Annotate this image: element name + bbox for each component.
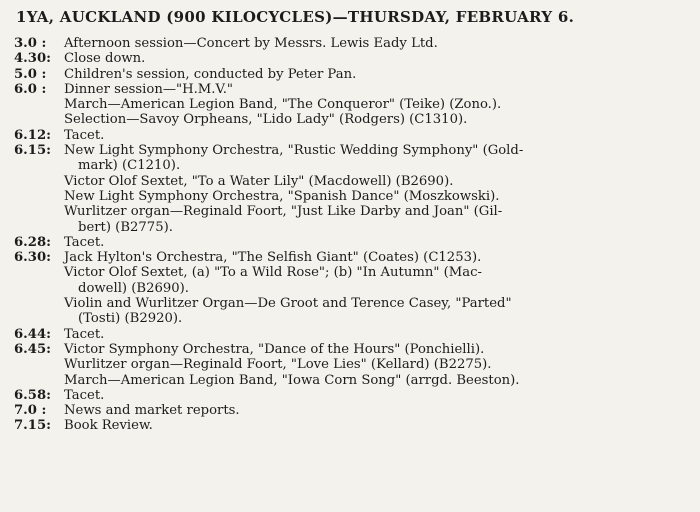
entry-time: 6.12:: [14, 127, 51, 143]
entry-time: 7.0 :: [14, 403, 47, 419]
entry-line: Tacet.: [64, 127, 105, 143]
entry-body: [64, 235, 690, 250]
entry-line: New Light Symphony Orchestra, "Spanish Dance" (Moszkowski).: [64, 188, 500, 204]
entry-line: Wurlitzer organ—Reginald Foort, "Love Lies" (Kellard) (B2275).: [64, 357, 492, 373]
entry-time: 3.0 :: [14, 36, 47, 51]
entry-line: bert) (B2775).: [78, 219, 173, 235]
entry-line: March—American Legion Band, "Iowa Corn Song" (arrgd. Beeston).: [64, 372, 520, 388]
entry-line: Dinner session—"H.M.V.": [64, 81, 233, 97]
programme-entry: [14, 403, 690, 418]
entry-line: Tacet.: [64, 326, 105, 342]
entry-line: Wurlitzer organ—Reginald Foort, "Just Like Darby and Joan" (Gil-: [64, 204, 503, 220]
programme-entry: [14, 388, 690, 403]
entry-body: [64, 342, 690, 388]
entry-body: [64, 128, 690, 143]
programme-entry: [14, 36, 690, 51]
entry-line: Children's session, conducted by Peter Pan.: [64, 66, 357, 82]
entry-time: 6.58:: [14, 387, 51, 403]
entry-line: Selection—Savoy Orpheans, "Lido Lady" (Rodgers) (C1310).: [64, 112, 468, 128]
entry-body: [64, 418, 690, 433]
entry-line: New Light Symphony Orchestra, "Rustic Wedding Symphony" (Gold-: [64, 143, 524, 159]
entry-line: Victor Olof Sextet, "To a Water Lily" (Macdowell) (B2690).: [64, 173, 454, 189]
programme-entry: [14, 327, 690, 342]
entry-body: [64, 51, 690, 66]
entry-time: 6.28:: [14, 234, 51, 250]
entry-line: Close down.: [64, 51, 146, 67]
entry-body: [64, 36, 690, 51]
programme-entry: [14, 128, 690, 143]
programme-heading: 1YA, AUCKLAND (900 KILOCYCLES)—THURSDAY, FEBRUARY 6.: [16, 8, 575, 26]
programme-entry: [14, 418, 690, 433]
entry-line: Victor Symphony Orchestra, "Dance of the Hours" (Ponchielli).: [64, 341, 485, 357]
entry-time: 6.30:: [14, 250, 51, 266]
entry-body: [64, 250, 690, 326]
entry-line: Book Review.: [64, 418, 153, 434]
entry-line: Victor Olof Sextet, (a) "To a Wild Rose"; (b) "In Autumn" (Mac-: [64, 265, 482, 281]
entry-time: 7.15:: [14, 418, 51, 434]
programme-entry: [14, 143, 690, 235]
programme-schedule: [14, 36, 690, 434]
entry-time: 6.15:: [14, 143, 51, 159]
programme-entry: [14, 250, 690, 326]
entry-line: Jack Hylton's Orchestra, "The Selfish Giant" (Coates) (C1253).: [64, 250, 482, 266]
entry-body: [64, 403, 690, 418]
entry-body: [64, 67, 690, 82]
programme-entry: [14, 235, 690, 250]
entry-line: Afternoon session—Concert by Messrs. Lewis Eady Ltd.: [64, 36, 438, 51]
entry-time: 4.30:: [14, 51, 51, 67]
entry-time: 5.0 :: [14, 66, 47, 82]
entry-line: Tacet.: [64, 234, 105, 250]
entry-line: (Tosti) (B2920).: [78, 311, 183, 327]
entry-time: 6.45:: [14, 341, 51, 357]
entry-body: [64, 327, 690, 342]
entry-time: 6.44:: [14, 326, 51, 342]
programme-entry: [14, 82, 690, 128]
entry-line: March—American Legion Band, "The Conqueror" (Teike) (Zono.).: [64, 97, 502, 113]
entry-body: [64, 82, 690, 128]
entry-line: mark) (C1210).: [78, 158, 181, 174]
programme-entry: [14, 342, 690, 388]
programme-entry: [14, 51, 690, 66]
entry-line: News and market reports.: [64, 403, 240, 419]
entry-body: [64, 388, 690, 403]
entry-line: Violin and Wurlitzer Organ—De Groot and Terence Casey, "Parted": [64, 296, 512, 312]
entry-line: Tacet.: [64, 387, 105, 403]
entry-line: dowell) (B2690).: [78, 280, 189, 296]
entry-time: 6.0 :: [14, 81, 47, 97]
programme-entry: [14, 67, 690, 82]
entry-body: [64, 143, 690, 235]
